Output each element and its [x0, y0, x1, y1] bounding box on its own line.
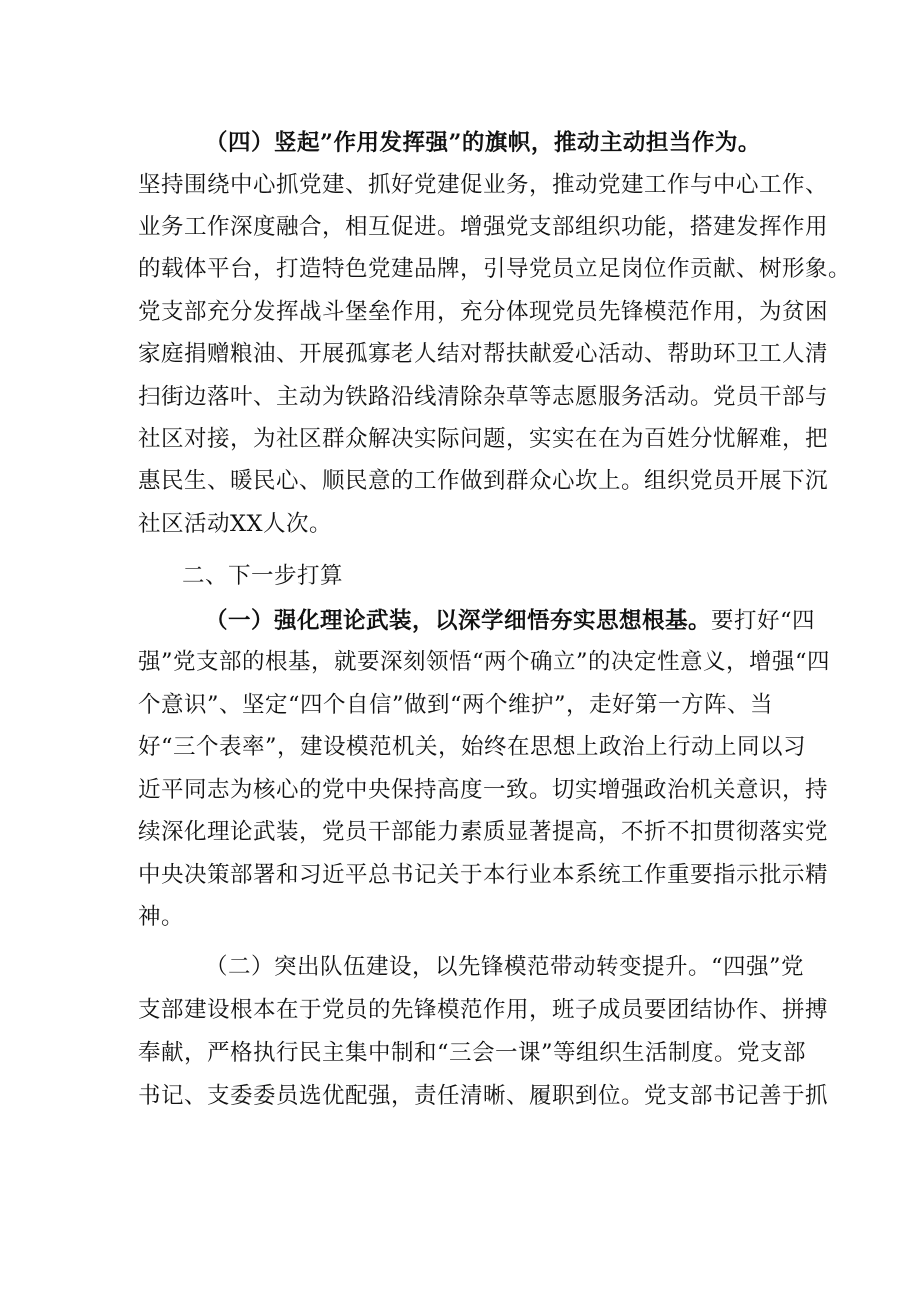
paragraph-line: 书记、支委委员选优配强，责任清晰、履职到位。党支部书记善于抓 [138, 1083, 829, 1109]
paragraph-line: 家庭捐赠粮油、开展孤寡老人结对帮扶献爱心活动、帮助环卫工人清 [138, 341, 829, 367]
paragraph-line: 社区活动XX人次。 [138, 511, 333, 537]
paragraph-line: 党支部充分发挥战斗堡垒作用，充分体现党员先锋模范作用，为贫困 [138, 299, 829, 325]
paragraph-line: 社区对接，为社区群众解决实际问题，实实在在为百姓分忧解难，把 [138, 426, 829, 452]
paragraph-line: 支部建设根本在于党员的先锋模范作用，班子成员要团结协作、拼搏 [138, 997, 829, 1023]
paragraph-line: 奉献，严格执行民主集中制和“三会一课”等组织生活制度。党支部 [138, 1040, 807, 1066]
paragraph-line: 续深化理论武装，党员干部能力素质显著提高，不折不扣贯彻落实党 [138, 819, 829, 845]
subsection-heading-2-line: （二）突出队伍建设，以先锋模范带动转变提升。“四强”党 [205, 954, 805, 980]
paragraph-line: 中央决策部署和习近平总书记关于本行业本系统工作重要指示批示精 [138, 862, 829, 888]
paragraph-line: 强”党支部的根基，就要深刻领悟“两个确立”的决定性意义，增强“四 [138, 649, 831, 675]
paragraph-line: 业务工作深度融合，相互促进。增强党支部组织功能，搭建发挥作用 [138, 214, 829, 240]
paragraph-line: 好“三个表率”，建设模范机关，始终在思想上政治上行动上同以习 [138, 734, 807, 760]
paragraph-line: 惠民生、暖民心、顺民意的工作做到群众心坎上。组织党员开展下沉 [138, 468, 829, 494]
section-heading-2: 二、下一步打算 [182, 563, 344, 589]
paragraph-line: 扫街边落叶、主动为铁路沿线清除杂草等志愿服务活动。党员干部与 [138, 384, 829, 410]
subsection-heading-1-line [205, 605, 815, 637]
paragraph-line: 要打好“四 [711, 608, 816, 634]
paragraph-line: 的载体平台，打造特色党建品牌，引导党员立足岗位作贡献、树形象。 [138, 256, 852, 282]
subsection-heading-1: （一）强化理论武装，以深学细悟夯实思想根基。 [205, 608, 712, 634]
paragraph-line: 神。 [138, 904, 185, 930]
paragraph-line: 个意识”、坚定“四个自信”做到“两个维护”，走好第一方阵、当 [138, 692, 774, 718]
paragraph-line: 坚持围绕中心抓党建、抓好党建促业务，推动党建工作与中心工作、 [138, 172, 829, 198]
section-heading-4: （四）竖起”作用发挥强”的旗帜，推动主动担当作为。 [205, 130, 761, 156]
paragraph-line: 近平同志为核心的党中央保持高度一致。切实增强政治机关意识，持 [138, 777, 829, 803]
